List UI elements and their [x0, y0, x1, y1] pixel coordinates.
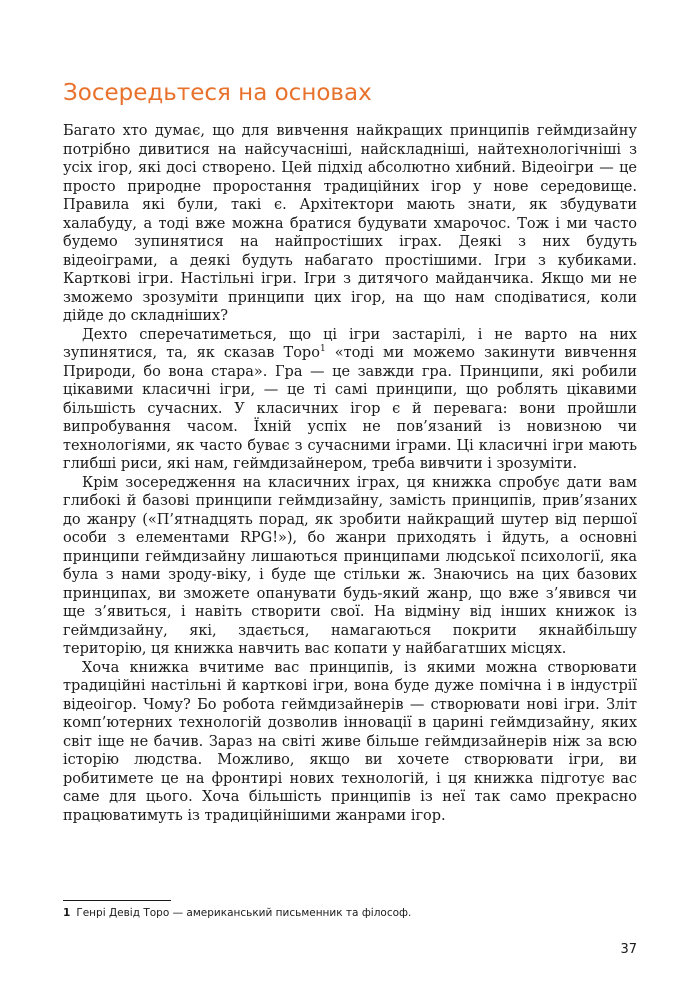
paragraph-2-end: «тоді ми можемо закинути вивчення Природи, бо вона стара». Гра — це завжди гра. Принципи, які робили цікавими класичні ігри, — це ті самі принципи, що роблять цікавими більшість сучасних. У класичних ігор є й перевага: вони пройшли випробування часом. Їхній успіх не пов’язаний із новизною чи технологіями, як часто буває з сучасними іграми. Ці класичні ігри мають глибші риси, які нам, геймдизайнером, треба вивчити і зрозуміти. — [63, 345, 637, 472]
paragraph-3: Крім зосередження на класичних іграх, ця книжка спробує дати вам глибокі й базові принципи геймдизайну, замість принципів, прив’язаних до жанру («П’ятнадцять порад, як зробити найкращий шутер від першої особи з елементами RPG!»), бо жанри приходять і йдуть, а основні принципи геймдизайну лишаються принципами людської психології, яка була з нами зроду-віку, і буде ще стільки ж. Знаючись на цих базових принципах, ви зможете опанувати будь-який жанр, що вже з’явився чи ще з’явиться, і навіть створити свої. На відміну від інших книжок із геймдизайну, які, здається, намагаються покрити якнайбільшу територію, ця книжка навчить вас копати у найбагатших місцях. — [63, 474, 637, 657]
page-number: 37 — [620, 942, 637, 957]
footnote-divider — [63, 900, 171, 901]
paragraph-4: Хоча книжка вчитиме вас принципів, із якими можна створювати традиційні настільні й карткові ігри, вона буде дуже помічна і в індустрії відеоігор. Чому? Бо робота геймдизайнерів — створювати нові ігри. Зліт комп’ютерних технологій дозволив інновації в царині геймдизайну, яких світ іще не бачив. Зараз на світі живе більше геймдизайнерів ніж за всю історію людства. Можливо, якщо ви хочете створювати ігри, ви робитимете це на фронтирі нових технологій, і ця книжка підготує вас саме для цього. Хоча більшість принципів із неї так само прекрасно працюватимуть із традиційнішими жанрами ігор. — [63, 659, 637, 824]
footnote-mark: 1 — [63, 907, 71, 919]
paragraph-2-start: Дехто сперечатиметься, що ці ігри застарілі, і не варто на них зупинятися, та, як сказав Торо — [63, 326, 637, 361]
paragraph-2 — [63, 326, 637, 474]
footnote-reference: 1 — [319, 344, 326, 355]
body-text — [63, 122, 637, 825]
footnote — [63, 906, 637, 920]
paragraph-1: Багато хто думає, що для вивчення найкращих принципів геймдизайну потрібно дивитися на найсучасніші, найскладніші, найтехнологічніші з усіх ігор, які досі створено. Цей підхід абсолютно хибний. Відеоігри — це просто природне проростання традиційних ігор у нове середовище. Правила які були, такі є. Архітектори мають знати, як збудувати халабуду, а тоді вже можна братися будувати хмарочос. Тож і ми часто будемо зупинятися на найпростіших іграх. Деякі з них будуть відеоіграми, а деякі будуть набагато простішими. Ігри з кубиками. Карткові ігри. Настільні ігри. Ігри з дитячого майданчика. Якщо ми не зможемо зрозуміти принципи цих ігор, на що нам сподіватися, коли дійде до складніших? — [63, 123, 637, 324]
footnote-text: Генрі Девід Торо — американський письменник та філософ. — [76, 907, 412, 919]
section-title: Зосередьтеся на основах — [63, 80, 372, 106]
